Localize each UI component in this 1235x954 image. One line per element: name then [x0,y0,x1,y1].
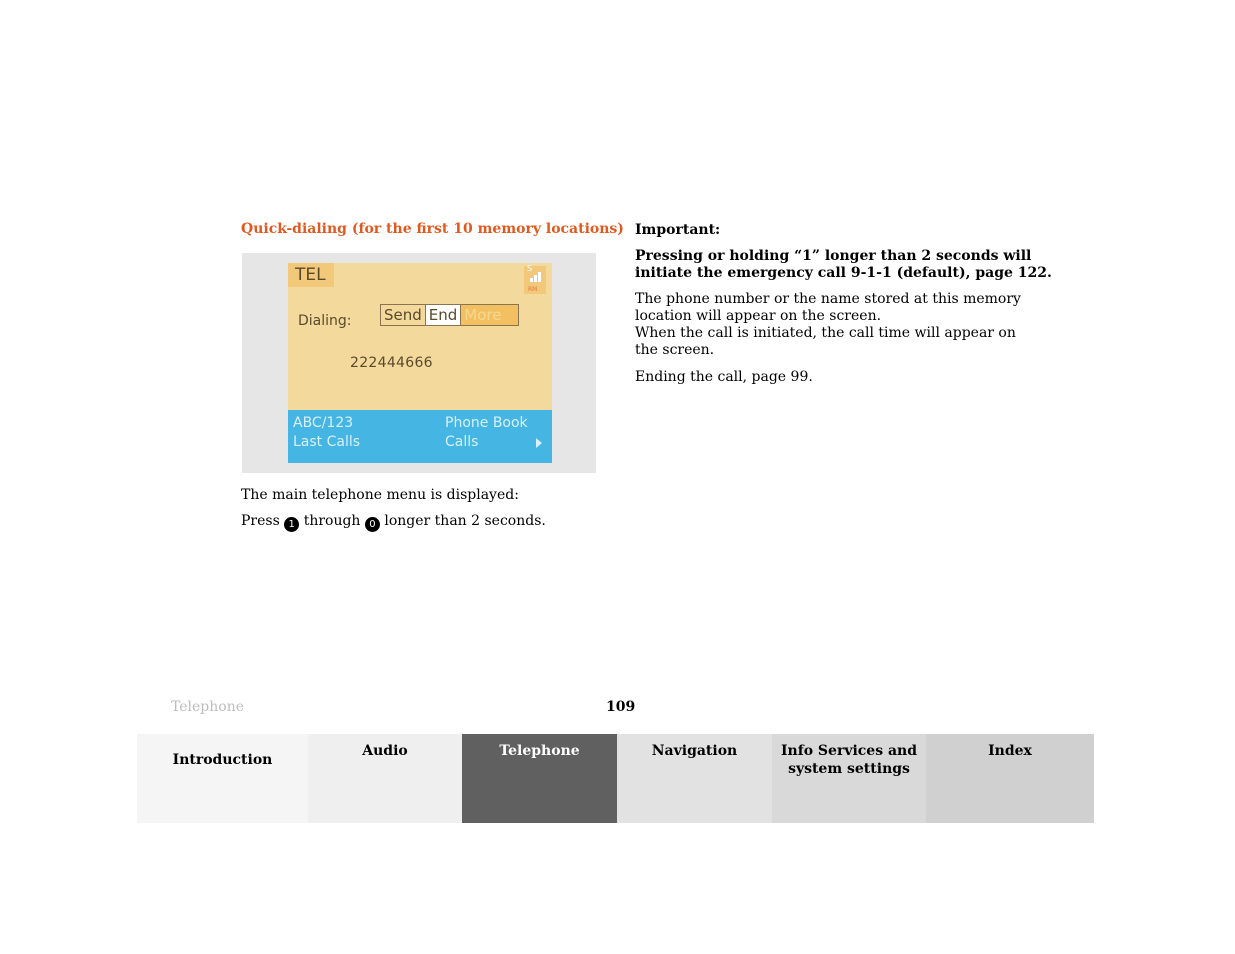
menu-calls: Calls [445,434,479,450]
paragraph-line: The phone number or the name stored at this memory [635,291,1021,307]
press-instruction [241,513,546,532]
nav-label: Introduction [172,752,273,768]
chapter-nav [137,734,1094,823]
footer-section-name: Telephone [171,699,245,715]
menu-phone-book: Phone Book [445,415,528,431]
more-softkey: More [461,305,518,325]
nav-label: Audio [362,743,408,759]
paragraph-line: location will appear on the screen. [635,308,882,324]
nav-introduction[interactable] [137,734,308,823]
section-title: Quick-dialing (for the first 10 memory locations) [241,221,624,237]
page-number: 109 [606,699,636,715]
nav-audio[interactable] [308,734,462,823]
ending-call-reference: Ending the call, page 99. [635,369,813,385]
menu-abc: ABC/123 [293,415,354,431]
nav-label: Info Services and [780,743,918,759]
arrow-right-icon [536,438,542,448]
paragraph-line: the screen. [635,342,715,358]
nav-navigation[interactable] [617,734,772,823]
warning-line: Pressing or holding “1” longer than 2 seconds will [635,248,1032,264]
emergency-warning [635,248,1052,282]
key-0-icon: 0 [365,517,380,532]
nav-label: Telephone [499,743,580,759]
signal-icon [524,266,546,294]
nav-label: system settings [788,761,910,777]
nav-index[interactable] [926,734,1094,823]
tel-label: TEL [288,263,334,287]
end-softkey: End [425,305,462,325]
dialed-number: 222444666 [350,355,433,371]
dialing-label: Dialing: [298,313,352,329]
display-menu-bar [288,410,552,463]
nav-label: Navigation [651,743,738,759]
telephone-display [288,263,552,463]
signal-sub: RM [528,286,538,293]
through-word: through [303,513,361,529]
signal-letter: S [527,264,533,273]
warning-line: initiate the emergency call 9-1-1 (default), page 122. [635,265,1052,281]
paragraph-line: When the call is initiated, the call time will appear on [635,325,1016,341]
send-softkey: Send [384,306,422,324]
key-1-icon: 1 [284,517,299,532]
press-suffix: longer than 2 seconds. [384,513,546,529]
press-word: Press [241,513,280,529]
important-heading: Important: [635,222,721,238]
menu-displayed-text: The main telephone menu is displayed: [241,487,519,503]
softkey-bar [380,304,519,326]
menu-last-calls: Last Calls [293,434,361,450]
nav-info-services[interactable] [772,734,926,823]
nav-label: Index [988,743,1032,759]
nav-telephone[interactable] [462,734,617,823]
memory-paragraph [635,291,1021,359]
display-screenshot [242,253,596,473]
